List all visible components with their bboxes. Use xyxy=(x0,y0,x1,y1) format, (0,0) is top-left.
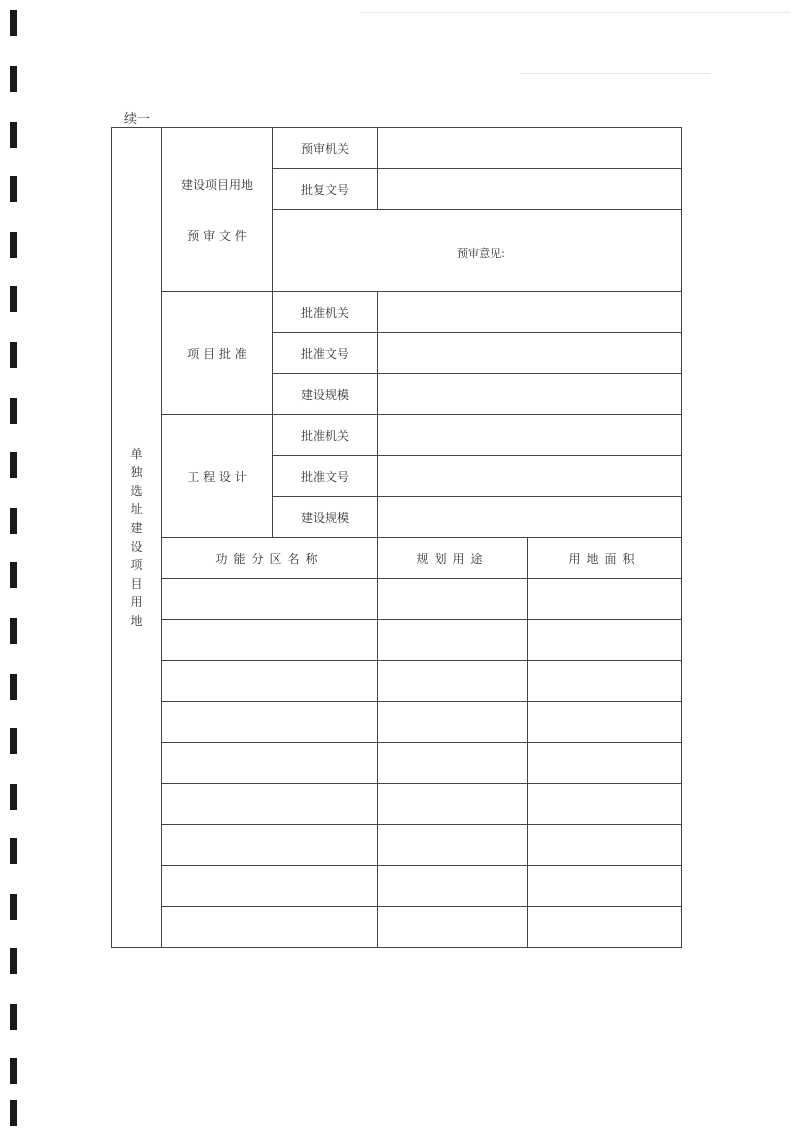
table-row xyxy=(112,907,682,948)
binding-mark xyxy=(10,286,17,312)
engineering-design-group-label: 工 程 设 计 xyxy=(162,415,273,538)
zone-use-cell[interactable] xyxy=(378,743,528,784)
zone-name-cell[interactable] xyxy=(162,907,378,948)
binding-mark xyxy=(10,66,17,92)
binding-mark xyxy=(10,1058,17,1084)
engineering-design-authority-label: 批准机关 xyxy=(273,415,378,456)
engineering-design-scale-field[interactable] xyxy=(378,497,682,538)
table-row xyxy=(112,784,682,825)
engineering-design-scale-label: 建设规模 xyxy=(273,497,378,538)
zone-use-cell[interactable] xyxy=(378,866,528,907)
zone-area-cell[interactable] xyxy=(528,702,682,743)
zone-name-cell[interactable] xyxy=(162,825,378,866)
engineering-design-doc-no-field[interactable] xyxy=(378,456,682,497)
binding-mark xyxy=(10,1100,17,1126)
binding-mark xyxy=(10,562,17,588)
binding-mark xyxy=(10,1004,17,1030)
zone-use-cell[interactable] xyxy=(378,907,528,948)
zone-area-cell[interactable] xyxy=(528,579,682,620)
zone-header-name: 功能分区名称 xyxy=(162,538,378,579)
table-row xyxy=(112,620,682,661)
zone-name-cell[interactable] xyxy=(162,579,378,620)
zone-header-area: 用地面积 xyxy=(528,538,682,579)
zone-name-cell[interactable] xyxy=(162,866,378,907)
table-row xyxy=(112,702,682,743)
binding-mark xyxy=(10,508,17,534)
binding-mark xyxy=(10,948,17,974)
pre-exam-doc-no-field[interactable] xyxy=(378,169,682,210)
pre-exam-authority-field[interactable] xyxy=(378,128,682,169)
zone-use-cell[interactable] xyxy=(378,661,528,702)
land-use-form-table xyxy=(111,127,682,948)
project-approval-authority-field[interactable] xyxy=(378,292,682,333)
binding-mark xyxy=(10,728,17,754)
pre-exam-doc-no-label: 批复文号 xyxy=(273,169,378,210)
pre-exam-opinion-label: 预审意见: xyxy=(457,246,505,260)
binding-mark xyxy=(10,176,17,202)
pre-exam-group-label-1: 建设项目用地 xyxy=(180,177,253,192)
engineering-design-authority-field[interactable] xyxy=(378,415,682,456)
zone-area-cell[interactable] xyxy=(528,825,682,866)
table-row xyxy=(112,579,682,620)
zone-name-cell[interactable] xyxy=(162,784,378,825)
zone-use-cell[interactable] xyxy=(378,784,528,825)
table-row xyxy=(112,825,682,866)
project-approval-authority-label: 批准机关 xyxy=(273,292,378,333)
side-label: 单独选址建设项目用地 xyxy=(130,446,143,628)
pre-exam-group-label-2: 预 审 文 件 xyxy=(187,228,247,243)
binding-mark xyxy=(10,342,17,368)
project-approval-doc-no-field[interactable] xyxy=(378,333,682,374)
binding-marks xyxy=(10,0,18,1131)
binding-mark xyxy=(10,618,17,644)
scan-artifact-line xyxy=(520,73,710,74)
binding-mark xyxy=(10,122,17,148)
zone-name-cell[interactable] xyxy=(162,620,378,661)
binding-mark xyxy=(10,674,17,700)
pre-exam-opinion-field[interactable] xyxy=(273,210,682,292)
zone-name-cell[interactable] xyxy=(162,702,378,743)
zone-area-cell[interactable] xyxy=(528,620,682,661)
zone-use-cell[interactable] xyxy=(378,620,528,661)
binding-mark xyxy=(10,452,17,478)
scan-artifact-line xyxy=(360,12,790,13)
table-row xyxy=(112,661,682,702)
project-approval-scale-label: 建设规模 xyxy=(273,374,378,415)
zone-name-cell[interactable] xyxy=(162,743,378,784)
zone-area-cell[interactable] xyxy=(528,784,682,825)
binding-mark xyxy=(10,894,17,920)
zone-use-cell[interactable] xyxy=(378,702,528,743)
zone-header-use: 规划用途 xyxy=(378,538,528,579)
table-row xyxy=(112,743,682,784)
pre-exam-group-cell xyxy=(162,128,273,292)
project-approval-doc-no-label: 批准文号 xyxy=(273,333,378,374)
zone-area-cell[interactable] xyxy=(528,907,682,948)
project-approval-scale-field[interactable] xyxy=(378,374,682,415)
zone-area-cell[interactable] xyxy=(528,743,682,784)
table-row xyxy=(112,866,682,907)
engineering-design-doc-no-label: 批准文号 xyxy=(273,456,378,497)
zone-area-cell[interactable] xyxy=(528,866,682,907)
continuation-label: 续一 xyxy=(124,112,151,127)
project-approval-group-label: 项 目 批 准 xyxy=(162,292,273,415)
pre-exam-authority-label: 预审机关 xyxy=(273,128,378,169)
binding-mark xyxy=(10,232,17,258)
binding-mark xyxy=(10,784,17,810)
zone-use-cell[interactable] xyxy=(378,579,528,620)
binding-mark xyxy=(10,838,17,864)
zone-name-cell[interactable] xyxy=(162,661,378,702)
zone-area-cell[interactable] xyxy=(528,661,682,702)
side-label-cell xyxy=(112,128,162,948)
binding-mark xyxy=(10,10,17,36)
zone-use-cell[interactable] xyxy=(378,825,528,866)
binding-mark xyxy=(10,398,17,424)
